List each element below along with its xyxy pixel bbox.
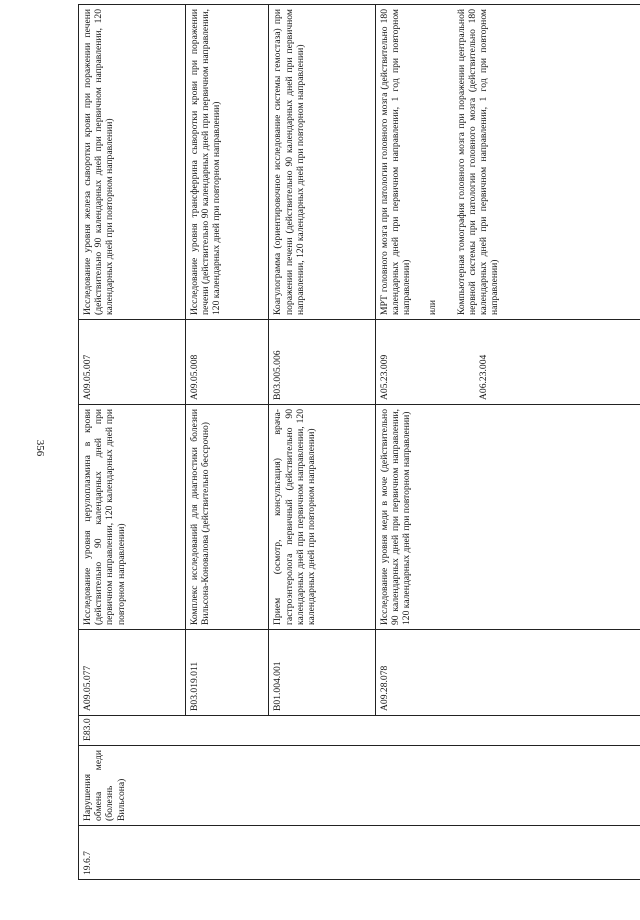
service-description: Исследование уровня трансферрина сыворотки крови при поражении печени (действительно 90 календарных дней при первичном направлении, 120 календарных дней при повторном направлении) <box>185 5 269 320</box>
service-description: Исследование уровня церулоплазмина в крови (действительно 90 календарных дней при первичном направлении, 120 календарных дней при повторном направлении) <box>79 405 186 630</box>
alt-service-code: A06.23.004 <box>478 354 490 400</box>
service-description: Исследование уровня железа сыворотки крови при поражении печени (действительно 90 календарных дней при первичном направлении, 120 календарных дней при повторном направлении) <box>79 5 186 320</box>
service-description-cell <box>376 5 640 320</box>
rotated-page <box>78 5 640 880</box>
service-description: Комплекс исследований для диагностики болезни Вильсона-Коновалова (действительно бессрочно) <box>185 405 269 630</box>
service-code: A05.23.009 <box>379 354 391 400</box>
service-code: A09.05.077 <box>79 630 186 716</box>
spacer <box>390 324 478 400</box>
service-code: B03.019.011 <box>185 630 269 716</box>
service-description: Коагулограмма (ориентировочное исследование системы гемостаза) при поражении печени (действительно 90 календарных дней при первичном направлении, 120 календарных дней при повторном направлении) <box>269 5 376 320</box>
icd-code: E83.0 <box>79 716 640 746</box>
row-number: 19.6.7 <box>79 826 640 880</box>
table-row <box>79 5 186 880</box>
services-table <box>78 4 640 880</box>
page-number: 356 <box>34 439 46 457</box>
service-code-cell <box>376 320 640 405</box>
service-code: A09.05.008 <box>185 320 269 405</box>
service-code: B01.004.001 <box>269 630 376 716</box>
disease-name: Нарушения обмена меди (болезнь Вильсона) <box>79 746 640 826</box>
service-code: A09.28.078 <box>376 630 640 716</box>
service-description: МРТ головного мозга при патологии головного мозга (действительно 180 календарных дней при первичном направлении, 1 год при повторном направлении) <box>379 9 413 315</box>
alt-service-description: Компьютерная томография головного мозга при поражении центральной нервной системы при патологии головного мозга (действительно 180 календарных дней при первичном направлении, 1 год при повторном направлении) <box>455 9 501 315</box>
service-description: Исследование уровня меди в моче (действительно 90 календарных дней при первичном направлении, 120 календарных дней при повторном направлении) <box>376 405 640 630</box>
service-code: B03.005.006 <box>269 320 376 405</box>
or-label: или <box>426 299 438 315</box>
service-code: A09.05.007 <box>79 320 186 405</box>
service-description: Прием (осмотр, консультация) врача-гастроэнтеролога первичный (действительно 90 календарных дней при первичном направлении, 120 календарных дней при повторном направлении) <box>269 405 376 630</box>
